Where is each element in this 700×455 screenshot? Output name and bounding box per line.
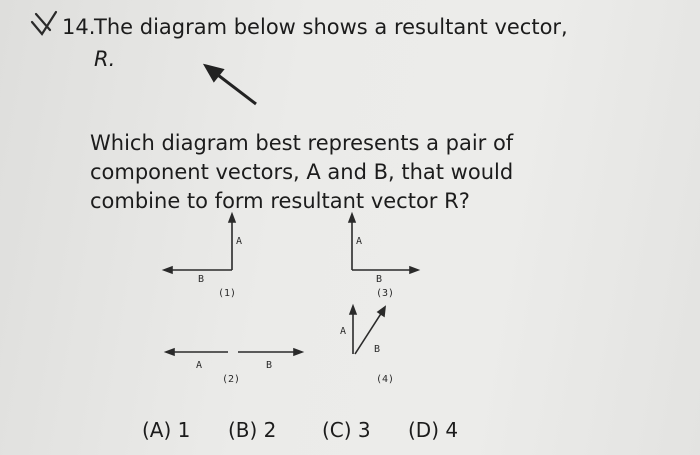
check-mark-icon xyxy=(32,12,56,34)
diagram-4-label-a: A xyxy=(340,326,347,337)
option-a[interactable]: (A) 1 xyxy=(142,418,191,442)
diagram-1-label-a: A xyxy=(236,236,243,247)
diagram-4-label-b: B xyxy=(374,344,381,355)
question-line-1: The diagram below shows a resultant vector, xyxy=(94,15,568,39)
option-c[interactable]: (C) 3 xyxy=(322,418,371,442)
diagram-1-label-b: B xyxy=(198,274,205,285)
diagram-2-vectors xyxy=(166,349,302,355)
question-number: 14. xyxy=(62,15,96,39)
prompt-line-2: component vectors, A and B, that would xyxy=(90,160,514,184)
prompt-line-1: Which diagram best represents a pair of xyxy=(90,131,514,155)
diagram-3-caption: (3) xyxy=(376,288,395,299)
diagram-3-label-b: B xyxy=(376,274,383,285)
diagram-2-label-a: A xyxy=(196,360,203,371)
resultant-label: R. xyxy=(94,47,116,71)
resultant-vector-arrow xyxy=(206,66,256,104)
diagram-2-caption: (2) xyxy=(222,374,241,385)
diagram-4-caption: (4) xyxy=(376,374,395,385)
diagram-1-vectors xyxy=(164,214,235,273)
diagram-1-caption: (1) xyxy=(218,288,237,299)
option-d[interactable]: (D) 4 xyxy=(408,418,459,442)
option-b[interactable]: (B) 2 xyxy=(228,418,277,442)
prompt-line-3: combine to form resultant vector R? xyxy=(90,189,470,213)
diagram-3-label-a: A xyxy=(356,236,363,247)
diagram-2-label-b: B xyxy=(266,360,273,371)
